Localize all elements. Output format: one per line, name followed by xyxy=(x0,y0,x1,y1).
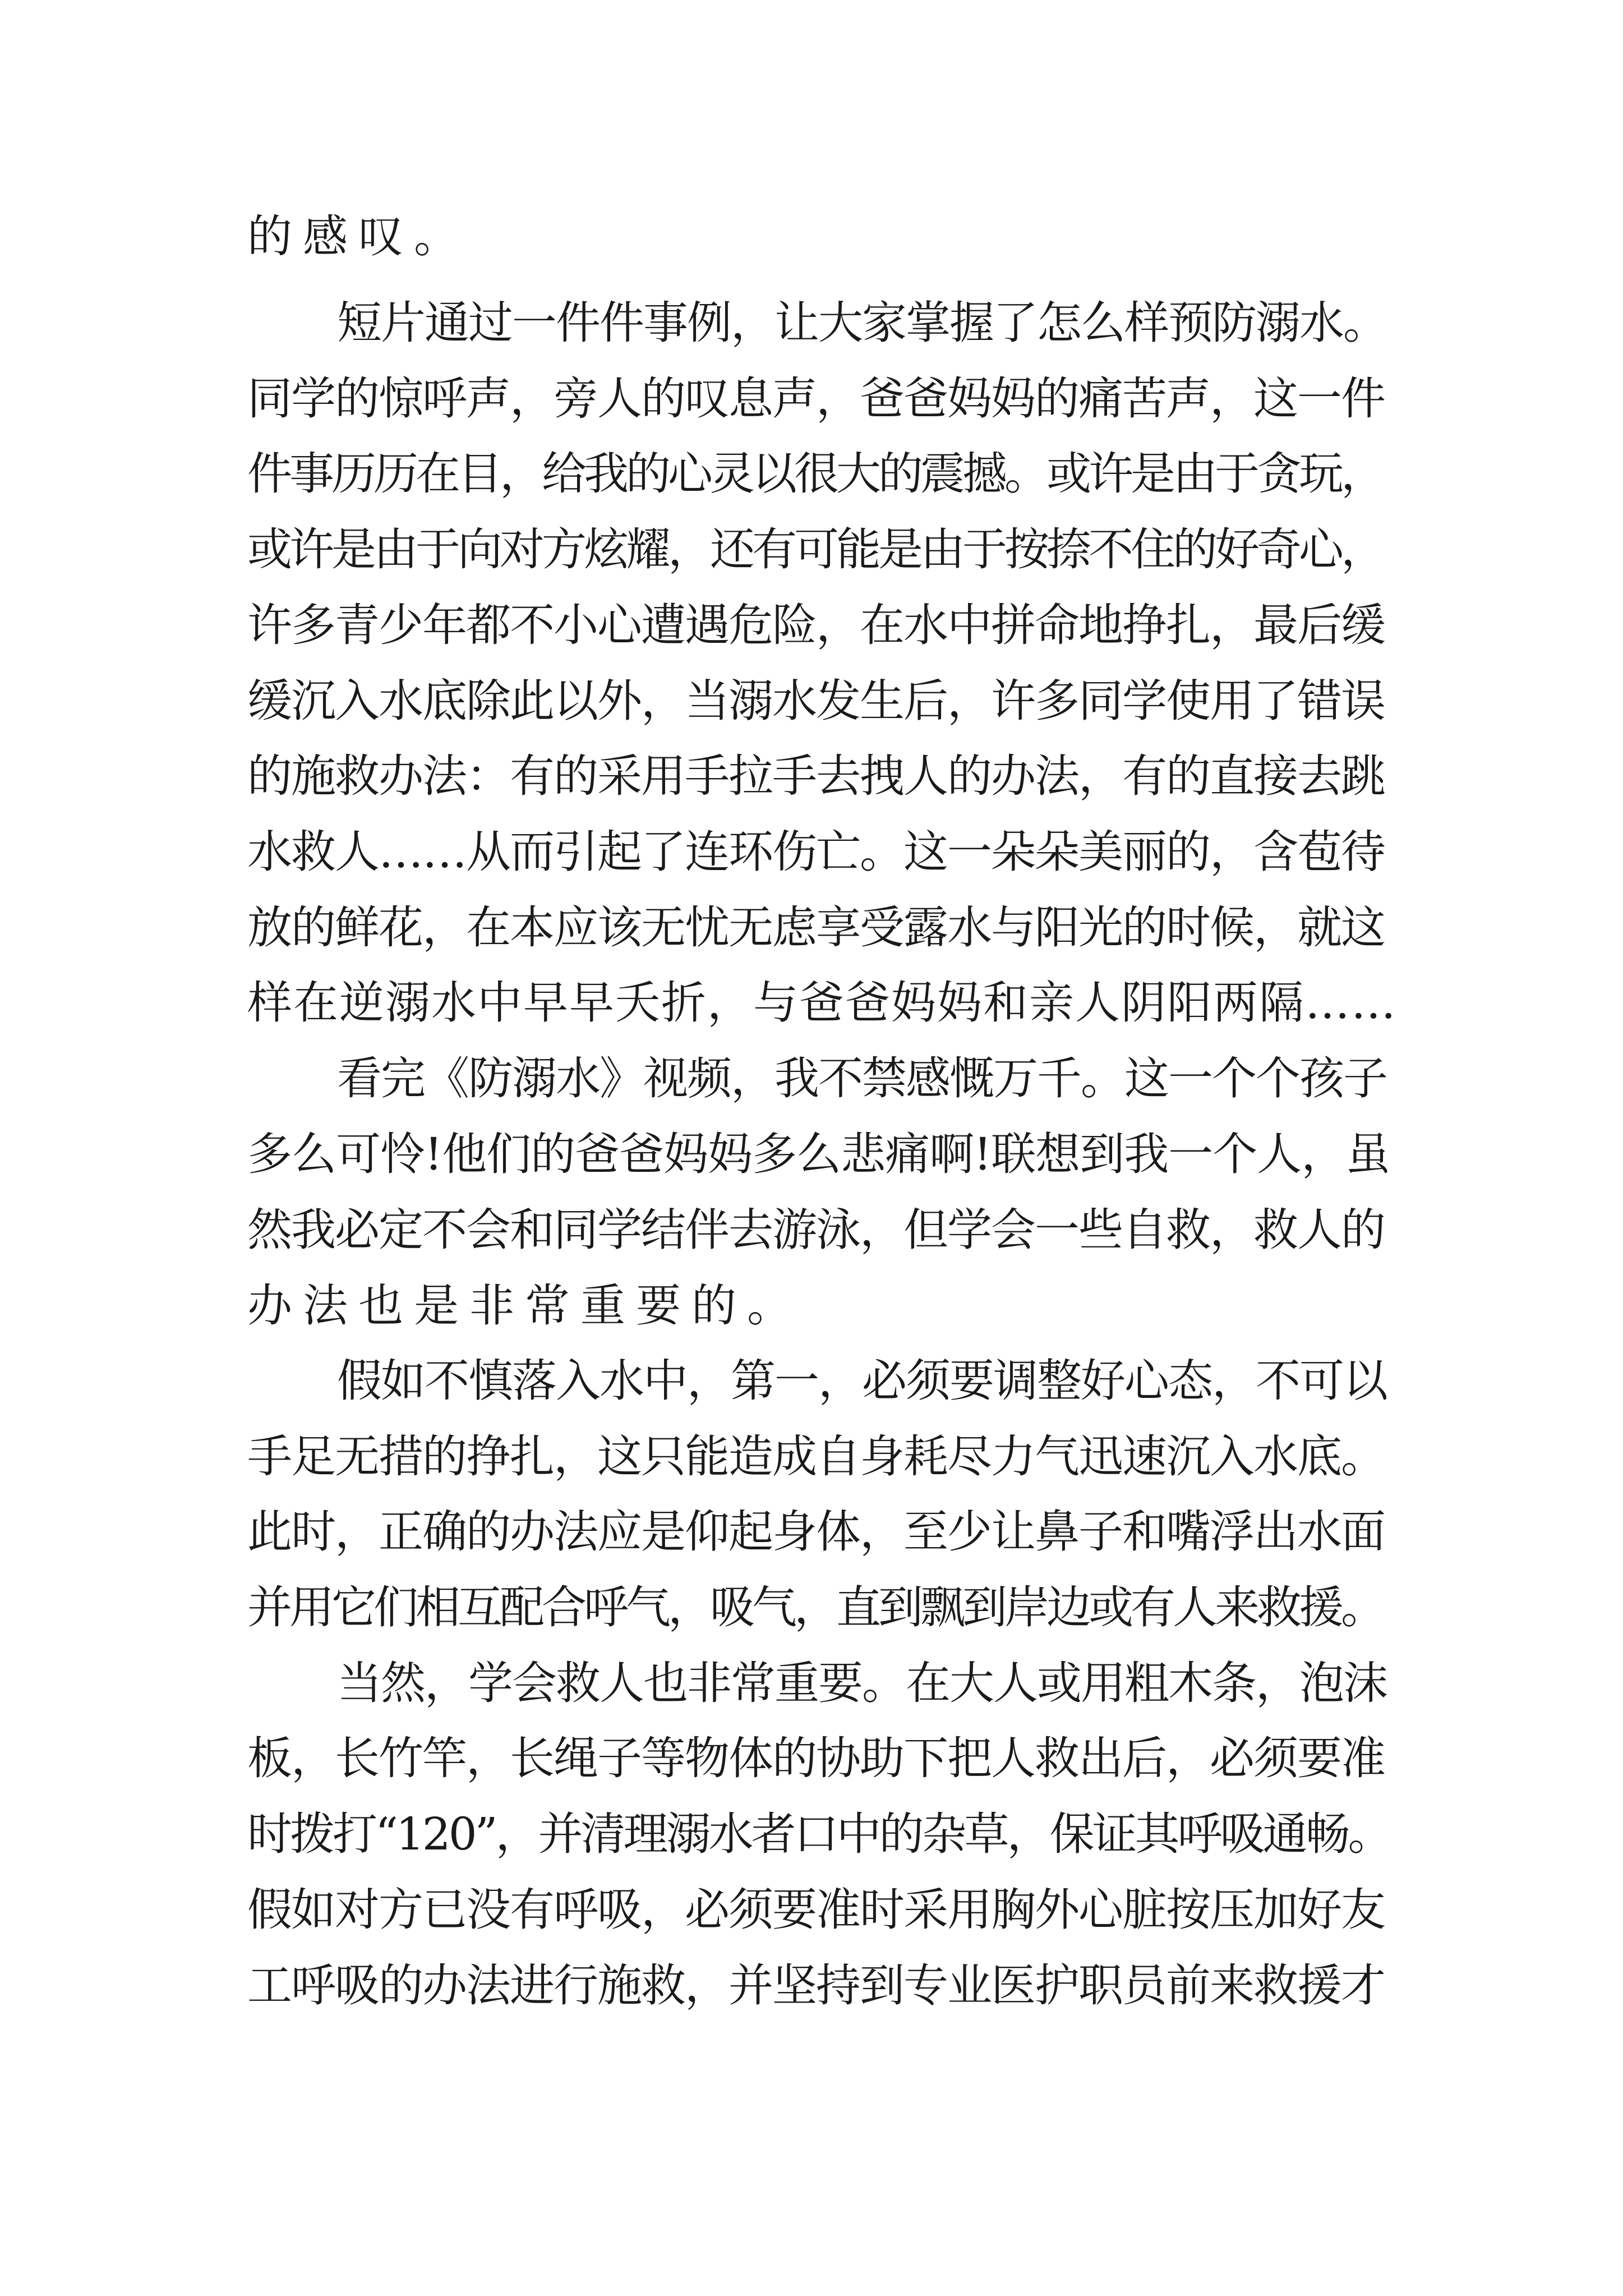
paragraph-start-line: 看完《防溺水》视频，我不禁感慨万千。这一个个孩子 xyxy=(337,1052,1387,1105)
text-line: 并用它们相互配合呼气，吸气，直到飘到岸边或有人来救援。 xyxy=(247,1581,1383,1634)
text-line: 办法也是非常重要的。 xyxy=(247,1280,803,1332)
text-line: 放的鲜花，在本应该无忧无虑享受露水与阳光的时候，就这 xyxy=(247,901,1385,954)
text-line: 多么可怜!他们的爸爸妈妈多么悲痛啊!联想到我一个人，虽 xyxy=(247,1128,1390,1180)
text-line: 时拨打“120”，并清理溺水者口中的杂草，保证其呼吸通畅。 xyxy=(247,1808,1391,1860)
text-line: 的施救办法：有的采用手拉手去拽人的办法，有的直接去跳 xyxy=(247,750,1385,802)
text-line: 缓沉入水底除此以外，当溺水发生后，许多同学使用了错误 xyxy=(247,675,1385,727)
text-line: 样在逆溺水中早早夭折，与爸爸妈妈和亲人阴阳两隔…… xyxy=(247,977,1397,1029)
paragraph-start-line: 当然，学会救人也非常重要。在大人或用粗木条，泡沫 xyxy=(337,1657,1387,1709)
text-line: 件事历历在目，给我的心灵以很大的震撼。或许是由于贪玩， xyxy=(247,448,1383,500)
text-line: 水救人……从而引起了连环伤亡。这一朵朵美丽的，含苞待 xyxy=(247,826,1385,878)
paragraph-start-line: 短片通过一件件事例，让大家掌握了怎么样预防溺水。 xyxy=(337,297,1387,349)
text-line: 工呼吸的办法进行施救，并坚持到专业医护职员前来救援才 xyxy=(247,1959,1385,2012)
paragraph-start-line: 假如不慎落入水中，第一，必须要调整好心态，不可以 xyxy=(337,1355,1387,1407)
text-line: 假如对方已没有呼吸，必须要准时采用胸外心脏按压加好友 xyxy=(247,1884,1385,1936)
text-line: 此时，正确的办法应是仰起身体，至少让鼻子和嘴浮出水面 xyxy=(247,1506,1385,1558)
text-line: 板，长竹竿，长绳子等物体的协助下把人救出后，必须要准 xyxy=(247,1732,1385,1784)
text-line: 或许是由于向对方炫耀，还有可能是由于按捺不住的好奇心， xyxy=(247,523,1383,576)
text-line: 同学的惊呼声，旁人的叹息声，爸爸妈妈的痛苦声，这一件 xyxy=(247,372,1385,425)
text-line: 的感叹。 xyxy=(247,210,469,263)
text-line: 许多青少年都不小心遭遇危险，在水中拼命地挣扎，最后缓 xyxy=(247,599,1385,651)
text-line: 手足无措的挣扎，这只能造成自身耗尽力气迅速沉入水底。 xyxy=(247,1430,1385,1483)
text-line: 然我必定不会和同学结伴去游泳，但学会一些自救，救人的 xyxy=(247,1204,1385,1256)
